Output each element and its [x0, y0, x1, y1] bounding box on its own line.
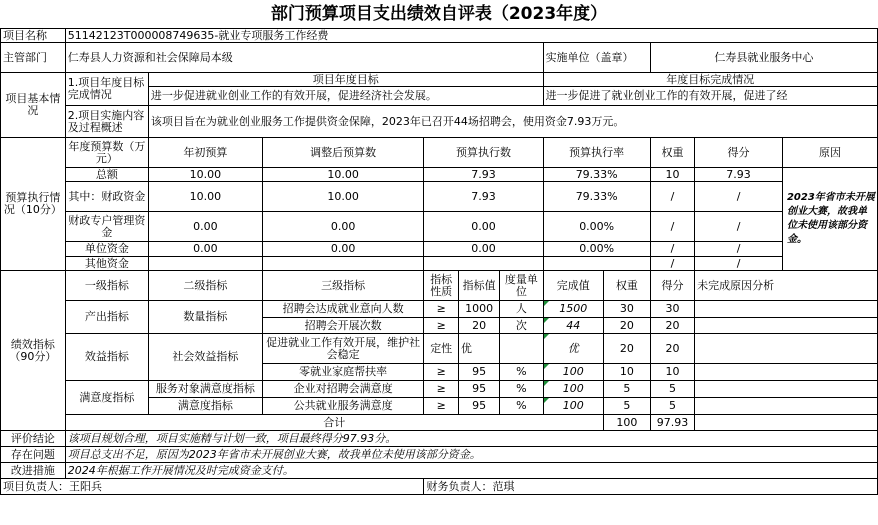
perf-reason: [695, 334, 878, 364]
perf-value: 95: [458, 398, 499, 415]
budget-score: /: [695, 182, 783, 212]
perf-score: 30: [650, 301, 694, 318]
budget-rate: [543, 257, 650, 271]
budget-adjusted: 0.00: [262, 212, 424, 242]
budget-weight: /: [650, 212, 694, 242]
finance-label: 财务负责人：: [426, 479, 493, 493]
budget-rate: 0.00%: [543, 212, 650, 242]
budget-reason: [782, 168, 877, 271]
perf-reason: [695, 364, 878, 381]
finance-name: 范琪: [492, 479, 515, 493]
perf-header-reason: 未完成原因分析: [695, 271, 878, 301]
budget-header-annual: 年度预算数（万元）: [65, 138, 148, 168]
goal-label: 1.项目年度目标完成情况: [65, 73, 148, 106]
perf-header-nature: 指标性质: [424, 271, 458, 301]
perf-done: 优: [543, 334, 603, 364]
dept-label: 主管部门: [1, 43, 66, 73]
budget-header-rate: 预算执行率: [543, 138, 650, 168]
perf-row: [1, 334, 878, 364]
budget-score: 7.93: [695, 168, 783, 182]
budget-row-special: [1, 212, 878, 242]
project-name-label: 项目名称: [1, 29, 66, 43]
perf-done: 44: [543, 318, 603, 334]
budget-executed: 0.00: [424, 242, 543, 257]
perf-unit: %: [500, 381, 543, 398]
budget-weight: /: [650, 182, 694, 212]
goal-col2-header: 年度目标完成情况: [543, 73, 877, 87]
perf-weight: 5: [603, 398, 650, 415]
perf-l3: 零就业家庭帮扶率: [262, 364, 424, 381]
perf-weight: 20: [603, 334, 650, 364]
project-leader: [1, 479, 424, 495]
improve-label: 改进措施: [1, 463, 66, 479]
perf-score: 10: [650, 364, 694, 381]
dept-value: 仁寿县人力资源和社会保障局本级: [65, 43, 543, 73]
eval-text: 该项目规划合理，项目实施精与计划一致，项目最终得分97.93分。: [65, 431, 877, 447]
budget-executed: [424, 257, 543, 271]
budget-row-fiscal: [1, 182, 878, 212]
improve-text: 2024年根据工作开展情况及时完成资金支付。: [65, 463, 877, 479]
budget-section-label: 预算执行情况（10分）: [1, 138, 66, 271]
perf-done: 1500: [543, 301, 603, 318]
perf-unit: %: [500, 364, 543, 381]
budget-initial: 10.00: [148, 168, 262, 182]
perf-header-l1: 一级指标: [65, 271, 148, 301]
perf-header-weight: 权重: [603, 271, 650, 301]
perf-header-done: 完成值: [543, 271, 603, 301]
budget-initial: 0.00: [148, 212, 262, 242]
perf-nature: ≥: [424, 381, 458, 398]
impl-unit-value: 仁寿县就业服务中心: [650, 43, 877, 73]
budget-initial: 0.00: [148, 242, 262, 257]
perf-l2: 服务对象满意度指标: [148, 381, 262, 398]
perf-done: 100: [543, 364, 603, 381]
perf-l2: 社会效益指标: [148, 334, 262, 381]
perf-section-label: 绩效指标（90分）: [1, 271, 66, 431]
perf-value: 95: [458, 364, 499, 381]
impl-label: 2.项目实施内容及过程概述: [65, 106, 148, 138]
goal-text: 进一步促进就业创业工作的有效开展，促进经济社会发展。: [148, 87, 543, 106]
budget-row-label: 总额: [65, 168, 148, 182]
perf-weight: 30: [603, 301, 650, 318]
budget-executed: 0.00: [424, 212, 543, 242]
perf-score: 20: [650, 318, 694, 334]
budget-adjusted: 0.00: [262, 242, 424, 257]
budget-header-weight: 权重: [650, 138, 694, 168]
perf-l1: 效益指标: [65, 334, 148, 381]
perf-score: 20: [650, 334, 694, 364]
budget-rate: 79.33%: [543, 182, 650, 212]
perf-value: 20: [458, 318, 499, 334]
budget-row-label: 单位资金: [65, 242, 148, 257]
perf-nature: 定性: [424, 334, 458, 364]
impl-text: 该项目旨在为就业创业服务工作提供资金保障，2023年已召开44场招聘会，使用资金7.93万元。: [148, 106, 877, 138]
perf-header-value: 指标值: [458, 271, 499, 301]
perf-header-score: 得分: [650, 271, 694, 301]
perf-l3: 公共就业服务满意度: [262, 398, 424, 415]
project-name-value: 51142123T000008749635-就业专项服务工作经费: [65, 29, 877, 43]
budget-rate: 0.00%: [543, 242, 650, 257]
budget-adjusted: 10.00: [262, 182, 424, 212]
issue-text: 项目总支出不足，原因为2023年省市未开展创业大赛，故我单位未使用该部分资金。: [65, 447, 877, 463]
total-score: 97.93: [650, 415, 694, 431]
perf-nature: ≥: [424, 301, 458, 318]
perf-l3: 促进就业工作有效开展，维护社会稳定: [262, 334, 424, 364]
total-label: 合计: [65, 415, 603, 431]
perf-header-l2: 二级指标: [148, 271, 262, 301]
basic-info-label: 项目基本情况: [1, 73, 66, 138]
perf-weight: 10: [603, 364, 650, 381]
budget-row-other: [1, 257, 878, 271]
budget-weight: /: [650, 242, 694, 257]
perf-score: 5: [650, 398, 694, 415]
goal-done-text: 进一步促进了就业创业工作的有效开展，促进了经: [543, 87, 877, 106]
budget-row-label: 其中：财政资金: [65, 182, 148, 212]
perf-l3: 招聘会开展次数: [262, 318, 424, 334]
perf-nature: ≥: [424, 398, 458, 415]
budget-rate: 79.33%: [543, 168, 650, 182]
budget-weight: /: [650, 257, 694, 271]
perf-l1: 满意度指标: [65, 381, 148, 415]
perf-reason: [695, 381, 878, 398]
perf-score: 5: [650, 381, 694, 398]
budget-reason-text: 2023年省市未开展创业大赛，故我单位未使用该部分资金。: [786, 192, 875, 245]
perf-reason: [695, 318, 878, 334]
budget-header-initial: 年初预算: [148, 138, 262, 168]
total-row: [1, 415, 878, 431]
perf-weight: 20: [603, 318, 650, 334]
perf-value: 优: [458, 334, 499, 364]
finance-leader: [424, 479, 878, 495]
eval-label: 评价结论: [1, 431, 66, 447]
budget-header-executed: 预算执行数: [424, 138, 543, 168]
perf-unit: [500, 334, 543, 364]
leader-label: 项目负责人：: [3, 479, 69, 493]
perf-l1: 产出指标: [65, 301, 148, 334]
budget-adjusted: 10.00: [262, 168, 424, 182]
perf-l2: 满意度指标: [148, 398, 262, 415]
perf-row: [1, 301, 878, 318]
perf-reason: [695, 398, 878, 415]
budget-score: /: [695, 257, 783, 271]
budget-row-label: 财政专户管理资金: [65, 212, 148, 242]
perf-value: 1000: [458, 301, 499, 318]
budget-initial: [148, 257, 262, 271]
perf-header-unit: 度量单位: [500, 271, 543, 301]
budget-row-unit: [1, 242, 878, 257]
budget-adjusted: [262, 257, 424, 271]
budget-initial: 10.00: [148, 182, 262, 212]
budget-header-reason: 原因: [782, 138, 877, 168]
budget-executed: 7.93: [424, 182, 543, 212]
total-weight: 100: [603, 415, 650, 431]
leader-name: 王阳兵: [69, 479, 102, 493]
budget-row-label: 其他资金: [65, 257, 148, 271]
budget-header-score: 得分: [695, 138, 783, 168]
budget-weight: 10: [650, 168, 694, 182]
perf-header-l3: 三级指标: [262, 271, 424, 301]
perf-weight: 5: [603, 381, 650, 398]
perf-nature: ≥: [424, 318, 458, 334]
budget-score: /: [695, 212, 783, 242]
budget-header-adjusted: 调整后预算数: [262, 138, 424, 168]
perf-unit: %: [500, 398, 543, 415]
budget-executed: 7.93: [424, 168, 543, 182]
perf-reason: [695, 301, 878, 318]
impl-unit-label: 实施单位（盖章）: [543, 43, 650, 73]
perf-unit: 次: [500, 318, 543, 334]
perf-l3: 招聘会达成就业意向人数: [262, 301, 424, 318]
budget-row-total: [1, 168, 878, 182]
perf-value: 95: [458, 381, 499, 398]
total-reason: [695, 415, 878, 431]
perf-row: [1, 381, 878, 398]
perf-unit: 人: [500, 301, 543, 318]
perf-done: 100: [543, 398, 603, 415]
budget-score: /: [695, 242, 783, 257]
perf-done: 100: [543, 381, 603, 398]
self-evaluation-table: [0, 28, 878, 495]
perf-l2: 数量指标: [148, 301, 262, 334]
perf-nature: ≥: [424, 364, 458, 381]
issue-label: 存在问题: [1, 447, 66, 463]
goal-col1-header: 项目年度目标: [148, 73, 543, 87]
perf-l3: 企业对招聘会满意度: [262, 381, 424, 398]
page-title: 部门预算项目支出绩效自评表（2023年度）: [270, 4, 608, 24]
